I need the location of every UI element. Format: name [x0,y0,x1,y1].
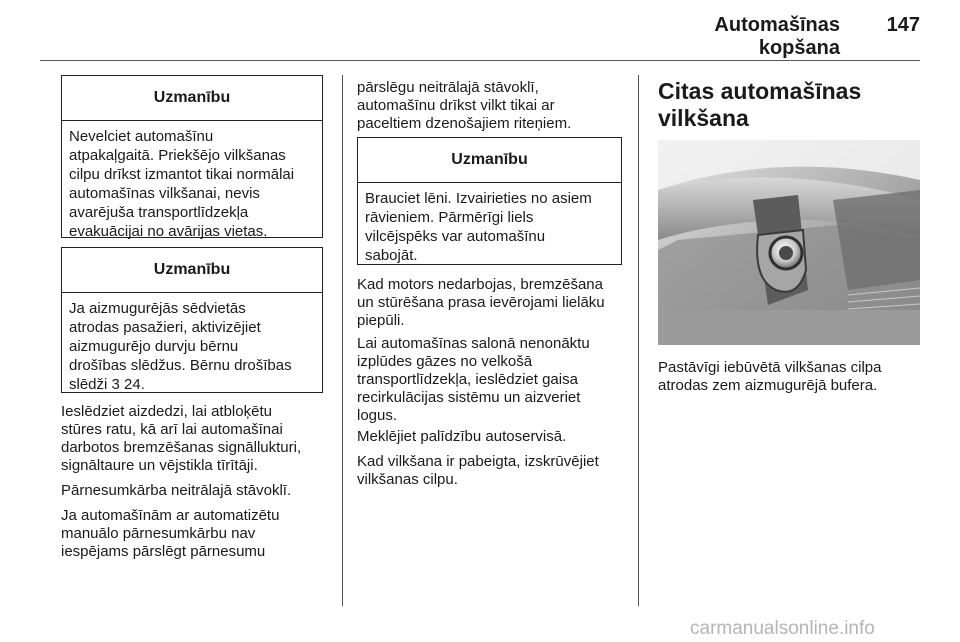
towing-eye-photo [658,140,920,345]
caution-title: Uzmanību [62,248,322,293]
running-header-title: Automašīnas kopšana [714,14,840,59]
body-paragraph: Kad motors nedarbojas, bremzēšana un stūrēšana prasa ievērojami lielāku piepūli. [357,276,605,329]
body-paragraph: Meklējiet palīdzību autoservisā. [357,428,567,445]
header-divider [40,60,920,61]
section-heading: Citas automašīnas vilkšana [658,78,862,131]
child-lock-cross-reference-link[interactable]: slēdži 3 24. [69,376,145,393]
page-number: 147 [886,14,920,36]
column-divider-1 [342,75,343,606]
body-paragraph: Ieslēdziet aizdedzi, lai atbloķētu stūres ratu, kā arī lai automašīnai darbotos bremzēšanas signāllukturi, signāltaure un vējstikla tīrītāji. [61,403,302,474]
caution-box-3 [357,137,622,265]
caution-text: Ja aizmugurējās sēdvietās atrodas pasažieri, aktivizējiet aizmugurējo durvju bērnu drošības slēdžus. Bērnu drošības slēdži 3 24. [62,293,322,401]
caution-box-2 [61,247,323,393]
column-divider-2 [638,75,639,606]
caution-box-1 [61,75,323,238]
body-paragraph: Pārnesumkārba neitrālajā stāvoklī. [61,482,292,499]
caution-title: Uzmanību [358,138,621,183]
body-paragraph: Kad vilkšana ir pabeigta, izskrūvējiet vilkšanas cilpu. [357,453,599,488]
body-paragraph: Ja automašīnām ar automatizētu manuālo pārnesumkārbu nav iespējams pārslēgt pārnesumu [61,507,280,560]
caution-text: Nevelciet automašīnu atpakaļgaitā. Priekšējo vilkšanas cilpu drīkst izmantot tikai normālai automašīnas vilkšanai, nevis avarējuša transportlīdzekļa evakuācijai no avārijas vietas. [69,128,295,240]
caution-text: Brauciet lēni. Izvairieties no asiem rāvieniem. Pārmērīgi liels vilcējspēks var automašīnu sabojāt. [365,190,592,264]
image-caption: Pastāvīgi iebūvētā vilkšanas cilpa atrodas zem aizmugurējā bufera. [658,359,882,394]
body-paragraph: pārslēgu neitrālajā stāvoklī, automašīnu drīkst vilkt tikai ar paceltiem dzenošajiem riteņiem. [357,79,572,132]
caution-title: Uzmanību [62,76,322,121]
watermark: carmanualsonline.info [690,618,875,639]
body-paragraph: Lai automašīnas salonā nenonāktu izplūdes gāzes no velkošā transportlīdzekļa, ieslēdziet gaisa recirkulācijas sistēmu un aizveriet logus. [357,335,590,424]
